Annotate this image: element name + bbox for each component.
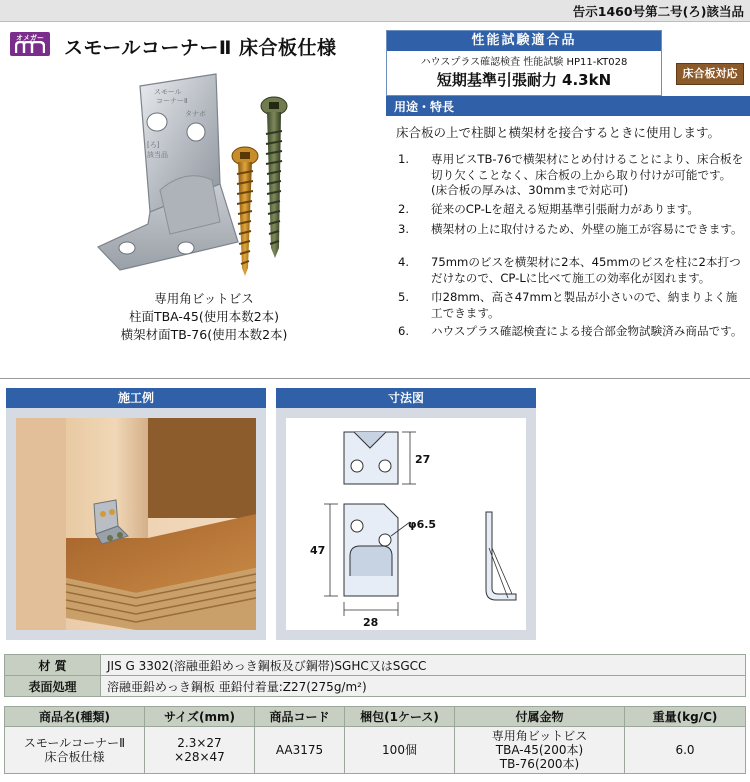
bracket-mark-2: コーナーⅡ: [156, 97, 188, 105]
features-heading: 用途・特長: [394, 100, 455, 114]
product-table-header-row: [5, 707, 746, 727]
dimension-drawing: [286, 418, 526, 630]
header-size: サイズ(mm): [145, 707, 255, 727]
spec-value-material: JIS G 3302(溶融亜鉛めっき鋼板及び鋼帯)SGHC又はSGCC: [101, 655, 746, 676]
cell-weight: 6.0: [625, 727, 746, 774]
feature-text: 巾28mm、高さ47mmと製品が小さいので、納まりよく施工できます。: [431, 290, 738, 320]
bracket-mark-3: タナボ: [185, 110, 206, 118]
product-name-line-2: 床合板仕様: [44, 750, 105, 764]
accessory-line-1: 専用角ビットビス: [491, 729, 588, 743]
feature-number: 3.: [398, 222, 410, 236]
floor-plywood-badge: 床合板対応: [676, 63, 744, 85]
notice-text: 告示1460号第二号(ろ)該当品: [572, 4, 744, 19]
front-view-part: [344, 504, 398, 596]
product-table: [4, 706, 746, 774]
size-line-2: ×28×47: [174, 750, 225, 764]
header-accessories: 付属金物: [455, 707, 625, 727]
top-notice-bar: [0, 0, 750, 22]
dimension-hole: φ6.5: [408, 518, 437, 531]
cell-accessories: [455, 727, 625, 774]
cell-product-name: [5, 727, 145, 774]
accessory-line-3: TB-76(200本): [499, 757, 580, 771]
product-name-line-1: スモールコーナーⅡ: [23, 736, 126, 750]
install-example-photo: [16, 418, 256, 630]
table-row: [5, 727, 746, 774]
spec-table: [4, 654, 746, 697]
bracket-mark-4: [ろ]: [147, 141, 160, 149]
dimension-width: 28: [363, 616, 379, 629]
bracket-mark-1: スモール: [154, 88, 182, 96]
header-product-name: 商品名(種類): [5, 707, 145, 727]
bracket-mark-5: 該当品: [147, 151, 168, 159]
spec-label-finish: 表面処理: [5, 676, 101, 697]
feature-text: ハウスプラス確認検査による接合部金物試験済み商品です。: [431, 324, 743, 338]
size-line-1: 2.3×27: [177, 736, 222, 750]
section-divider: [0, 378, 750, 379]
brand-logo: [10, 32, 50, 56]
install-example-heading: 施工例: [6, 388, 266, 408]
performance-strength: 短期基準引張耐力 4.3kN: [436, 71, 612, 89]
performance-heading: 性能試験適合品: [387, 31, 661, 51]
dimension-drawing-heading: 寸法図: [276, 388, 536, 408]
feature-number: 5.: [398, 290, 410, 304]
feature-number: 4.: [398, 255, 410, 269]
features-intro: 床合板の上で柱脚と横架材を接合するときに使用します。: [396, 125, 721, 140]
screw-tb76-image: [261, 97, 287, 258]
cell-product-code: AA3175: [255, 727, 345, 774]
feature-text: 75mmのビスを横架材に2本、45mmのビスを柱に2本打つだけなので、CP-Lに比べて施工の効率化が図れます。: [431, 255, 741, 285]
feature-number: 1.: [398, 152, 410, 166]
features-heading-bar: [386, 96, 750, 116]
product-photo: [90, 72, 320, 290]
spec-row-material: [5, 655, 746, 676]
dimension-drawing-frame: [276, 408, 536, 640]
accessory-line-2: TBA-45(200本): [495, 743, 584, 757]
performance-box: [386, 30, 662, 96]
feature-number: 2.: [398, 202, 410, 216]
caption-line-1: 専用角ビットビス: [154, 291, 254, 306]
dimension-full-height: 47: [310, 544, 326, 557]
spec-label-material: 材 質: [5, 655, 101, 676]
feature-text: 従来のCP-Lを超える短期基準引張耐力があります。: [431, 202, 700, 216]
caption-line-2: 柱面TBA-45(使用本数2本): [128, 309, 280, 324]
screw-tba45-image: [232, 147, 258, 276]
header-weight: 重量(kg/C): [625, 707, 746, 727]
cell-size: [145, 727, 255, 774]
spec-row-finish: [5, 676, 746, 697]
feature-text: 横架材の上に取付けるため、外壁の施工が容易にできます。: [431, 222, 743, 236]
omega-mark-icon: [15, 41, 45, 54]
top-view-part: [344, 432, 398, 484]
spec-value-finish: 溶融亜鉛めっき鋼板 亜鉛付着量:Z27(275g/m²): [101, 676, 746, 697]
feature-text: 専用ビスTB-76で横架材にとめ付けることにより、床合板を切り欠くことなく、床合板の上から取り付けが可能です。(床合板の厚みは、30mmまで対応可): [431, 152, 744, 197]
header-product-code: 商品コード: [255, 707, 345, 727]
cell-packing: 100個: [345, 727, 455, 774]
header-packing: 梱包(1ケース): [345, 707, 455, 727]
screw-caption: [104, 290, 304, 344]
brand-logo-text: オメガー: [16, 34, 44, 42]
dimension-top-height: 27: [415, 453, 431, 466]
performance-test-id: ハウスプラス確認検査 性能試験 HP11-KT028: [420, 57, 628, 68]
product-title: スモールコーナーⅡ 床合板仕様: [64, 37, 337, 59]
bracket-image: [98, 74, 238, 270]
feature-number: 6.: [398, 324, 410, 338]
side-view-part: [486, 512, 516, 600]
dimension-drawing-area: [286, 418, 526, 630]
caption-line-3: 横架材面TB-76(使用本数2本): [120, 327, 288, 342]
install-example-frame: [6, 408, 266, 640]
